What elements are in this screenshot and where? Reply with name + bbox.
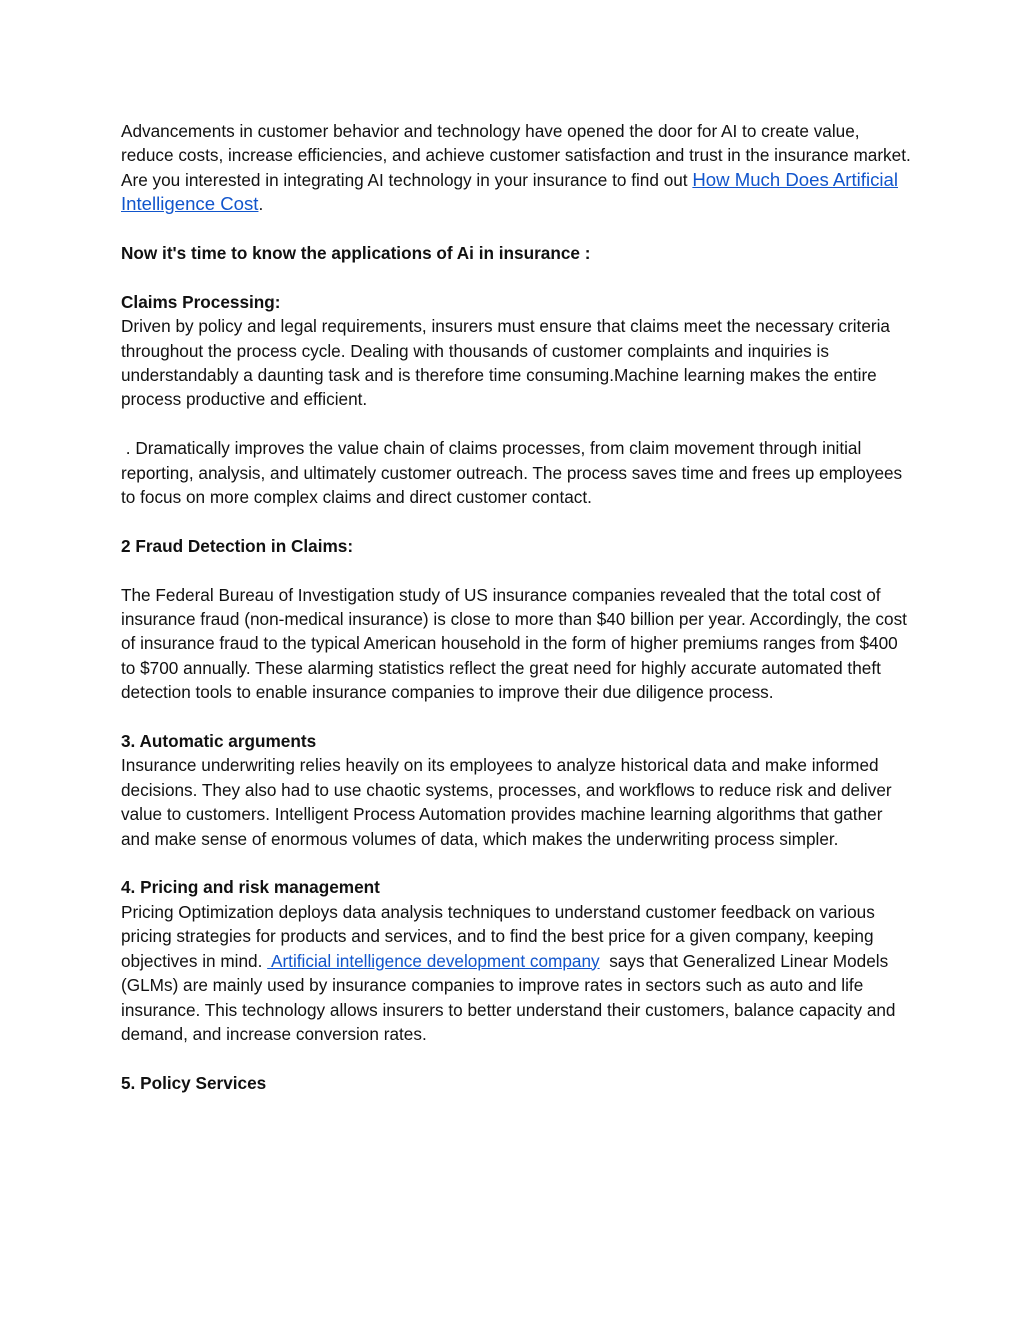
policy-heading: 5. Policy Services (121, 1072, 267, 1093)
pricing-body-before: Pricing Optimization deploys data analysis techniques to understand customer feedback on various pricing strategies for products and services, and to find the best price for a given company, keeping objectives in mind. (121, 901, 875, 971)
pricing-body (121, 900, 911, 1046)
fraud-heading: 2 Fraud Detection in Claims: (121, 535, 354, 556)
applications-heading: Now it's time to know the applications of Ai in insurance : (121, 243, 591, 264)
automatic-body: Insurance underwriting relies heavily on its employees to analyze historical data and make informed decisions. They also had to use chaotic systems, processes, and workflows to reduce risk and deliver value to customers. Intelligent Process Automation provides machine learning algorithms that gather and make sense of enormous volumes of data, which makes the underwriting process simpler. (121, 755, 892, 849)
intro-text: Advancements in customer behavior and technology have opened the door for AI to create value, reduce costs, increase efficiencies, and achieve customer satisfaction and trust in the insurance market. Are you interested in integrating AI technology in your insurance to find out (121, 121, 911, 190)
fraud-body: The Federal Bureau of Investigation study of US insurance companies revealed that the total cost of insurance fraud (non-medical insurance) is close to more than $40 billion per year. Accordingly, the cost of insurance fraud to the typical American household in the form of higher premiums ranges from $400 to $700 annually. These alarming statistics reflect the great need for highly accurate automated theft detection tools to enable insurance companies to improve their due diligence process. (121, 584, 907, 703)
claims-body: Driven by policy and legal requirements, insurers must ensure that claims meet the necessary criteria throughout the process cycle. Dealing with thousands of customer complaints and inquiries is understandably a daunting task and is therefore time consuming.Machine learning makes the entire process productive and efficient. (121, 316, 890, 410)
claims-body-2: . Dramatically improves the value chain of claims processes, from claim movement through initial reporting, analysis, and ultimately customer outreach. The process saves time and frees up employees to focus on more complex claims and direct customer contact. (121, 438, 907, 508)
document-page (121, 119, 911, 1095)
intro-paragraph (121, 119, 911, 217)
claims-heading: Claims Processing: (121, 291, 281, 312)
ai-development-company-link[interactable]: Artificial intelligence development company (267, 950, 600, 971)
automatic-heading: 3. Automatic arguments (121, 731, 317, 752)
pricing-body-after: says that Generalized Linear Models (GLMs) are mainly used by insurance companies to improve rates in sectors such as auto and life insurance. This technology allows insurers to better understand their customers, balance capacity and demand, and increase conversion rates. (121, 950, 901, 1044)
ai-cost-link[interactable]: How Much Does Artificial Intelligence Cost (121, 168, 898, 215)
pricing-heading: 4. Pricing and risk management (121, 877, 380, 898)
intro-after-link: . (258, 194, 264, 215)
